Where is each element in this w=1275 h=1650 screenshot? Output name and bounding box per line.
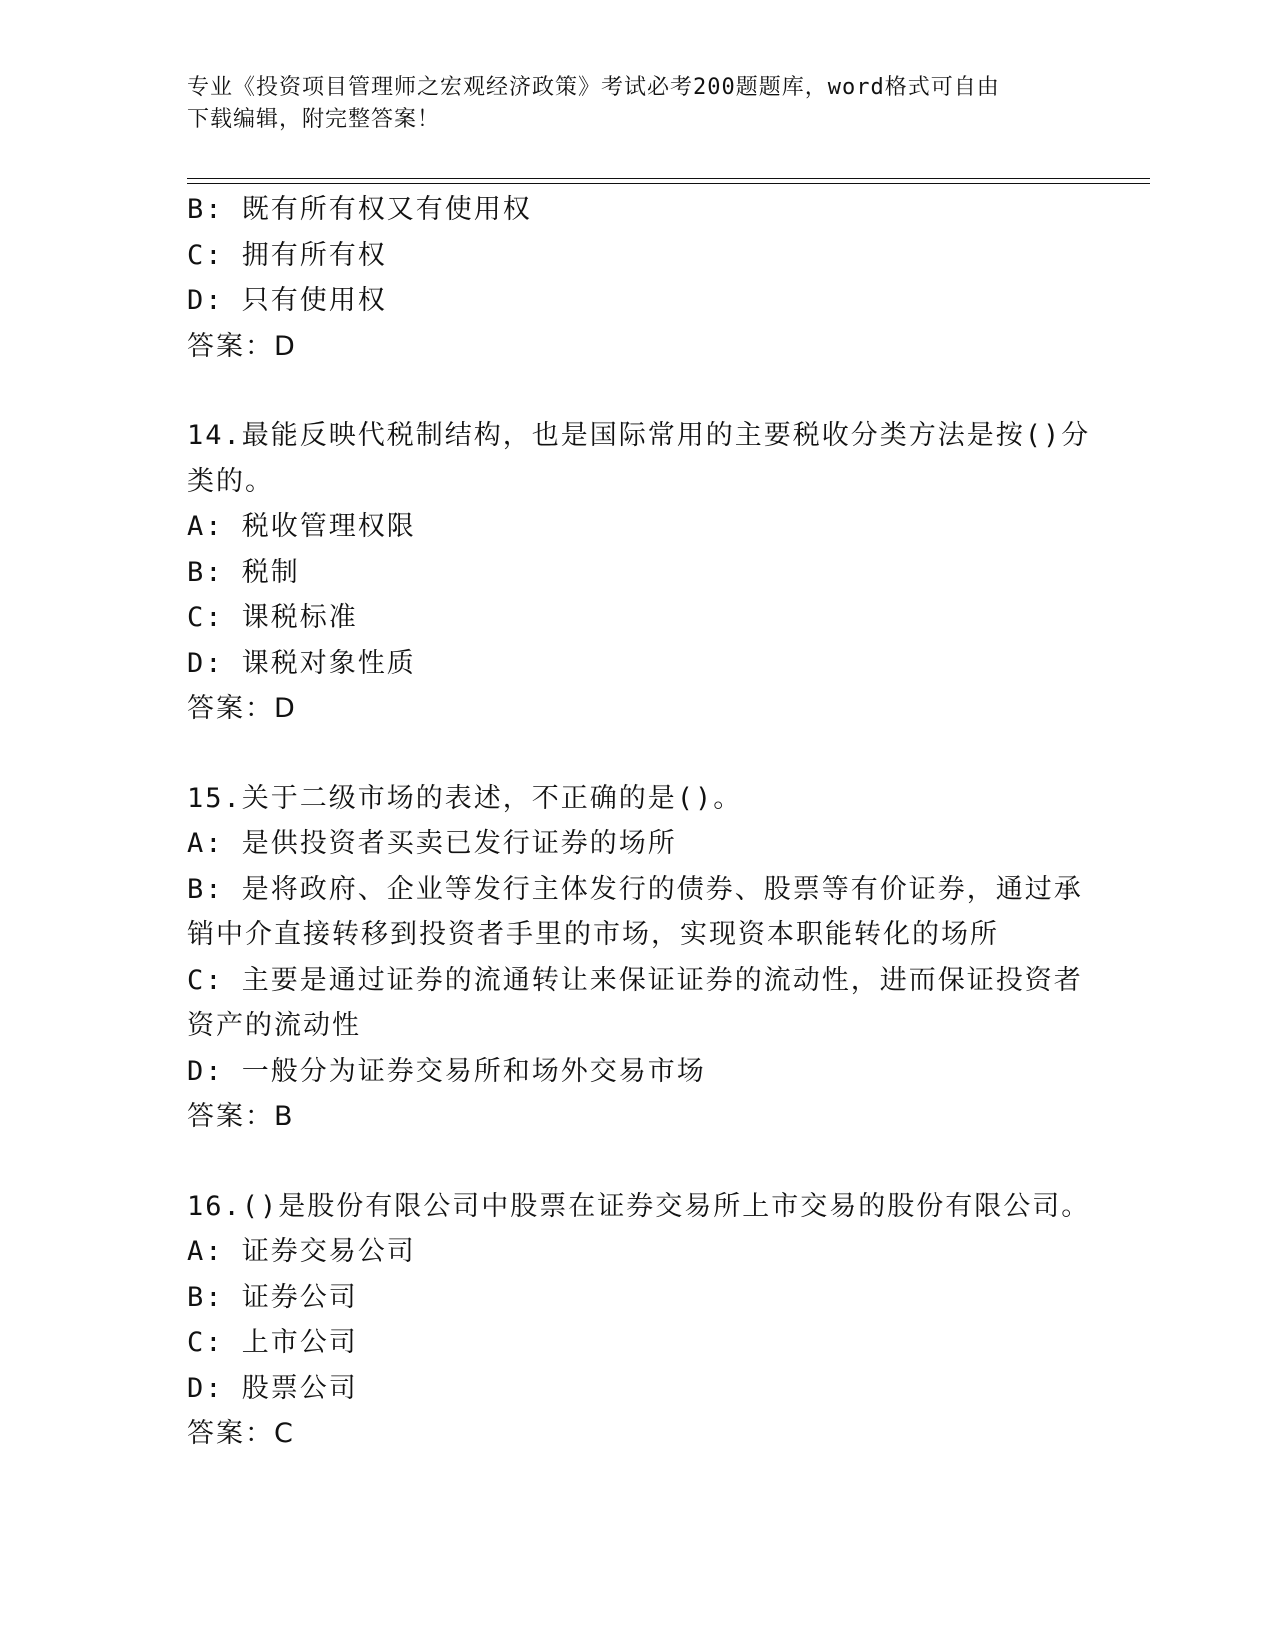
answer-line: 答案：D [187,330,297,362]
header-divider-top [187,178,1150,179]
option-c: C: 拥有所有权 [187,239,387,271]
option-d: D: 只有使用权 [187,285,387,316]
header-line-1: 专业《投资项目管理师之宏观经济政策》考试必考200题题库，word格式可自由 [187,75,1000,100]
document-header [187,72,1067,136]
question-block-13 [187,187,1087,369]
option-c: C: 课税标准 [187,602,358,633]
option-c: C: 主要是通过证券的流通转让来保证证券的流动性，进而保证投资者 [187,964,1083,996]
answer-line: 答案：B [187,1101,295,1132]
option-d: D: 股票公司 [187,1372,358,1404]
option-b: B: 证券公司 [187,1281,358,1313]
question-stem: 16.()是股份有限公司中股票在证券交易所上市交易的股份有限公司。 [187,1190,1091,1222]
option-a: A: 是供投资者买卖已发行证券的场所 [187,828,677,859]
option-b: B: 既有所有权又有使用权 [187,194,532,225]
option-d: D: 一般分为证券交易所和场外交易市场 [187,1055,706,1087]
option-d: D: 课税对象性质 [187,647,416,679]
question-stem-continued: 类的。 [187,465,274,497]
question-list [187,187,1091,1457]
question-stem: 15.关于二级市场的表述，不正确的是()。 [187,782,743,814]
option-c: C: 上市公司 [187,1327,358,1358]
option-b: B: 是将政府、企业等发行主体发行的债券、股票等有价证券，通过承 [187,873,1083,905]
header-line-2: 下载编辑，附完整答案！ [187,107,441,132]
option-b: B: 税制 [187,556,300,588]
option-a: A: 证券交易公司 [187,1236,416,1267]
question-block-16 [187,1184,1091,1457]
answer-line: 答案：D [187,693,297,724]
header-divider-bottom [187,183,1150,184]
answer-line: 答案：C [187,1418,295,1449]
option-a: A: 税收管理权限 [187,511,416,542]
question-block-14 [187,413,1091,732]
question-block-15 [187,776,1087,1140]
question-stem: 14.最能反映代税制结构，也是国际常用的主要税收分类方法是按()分 [187,420,1091,451]
option-c-continued: 资产的流动性 [187,1010,361,1041]
option-b-continued: 销中介直接转移到投资者手里的市场，实现资本职能转化的场所 [187,919,999,950]
